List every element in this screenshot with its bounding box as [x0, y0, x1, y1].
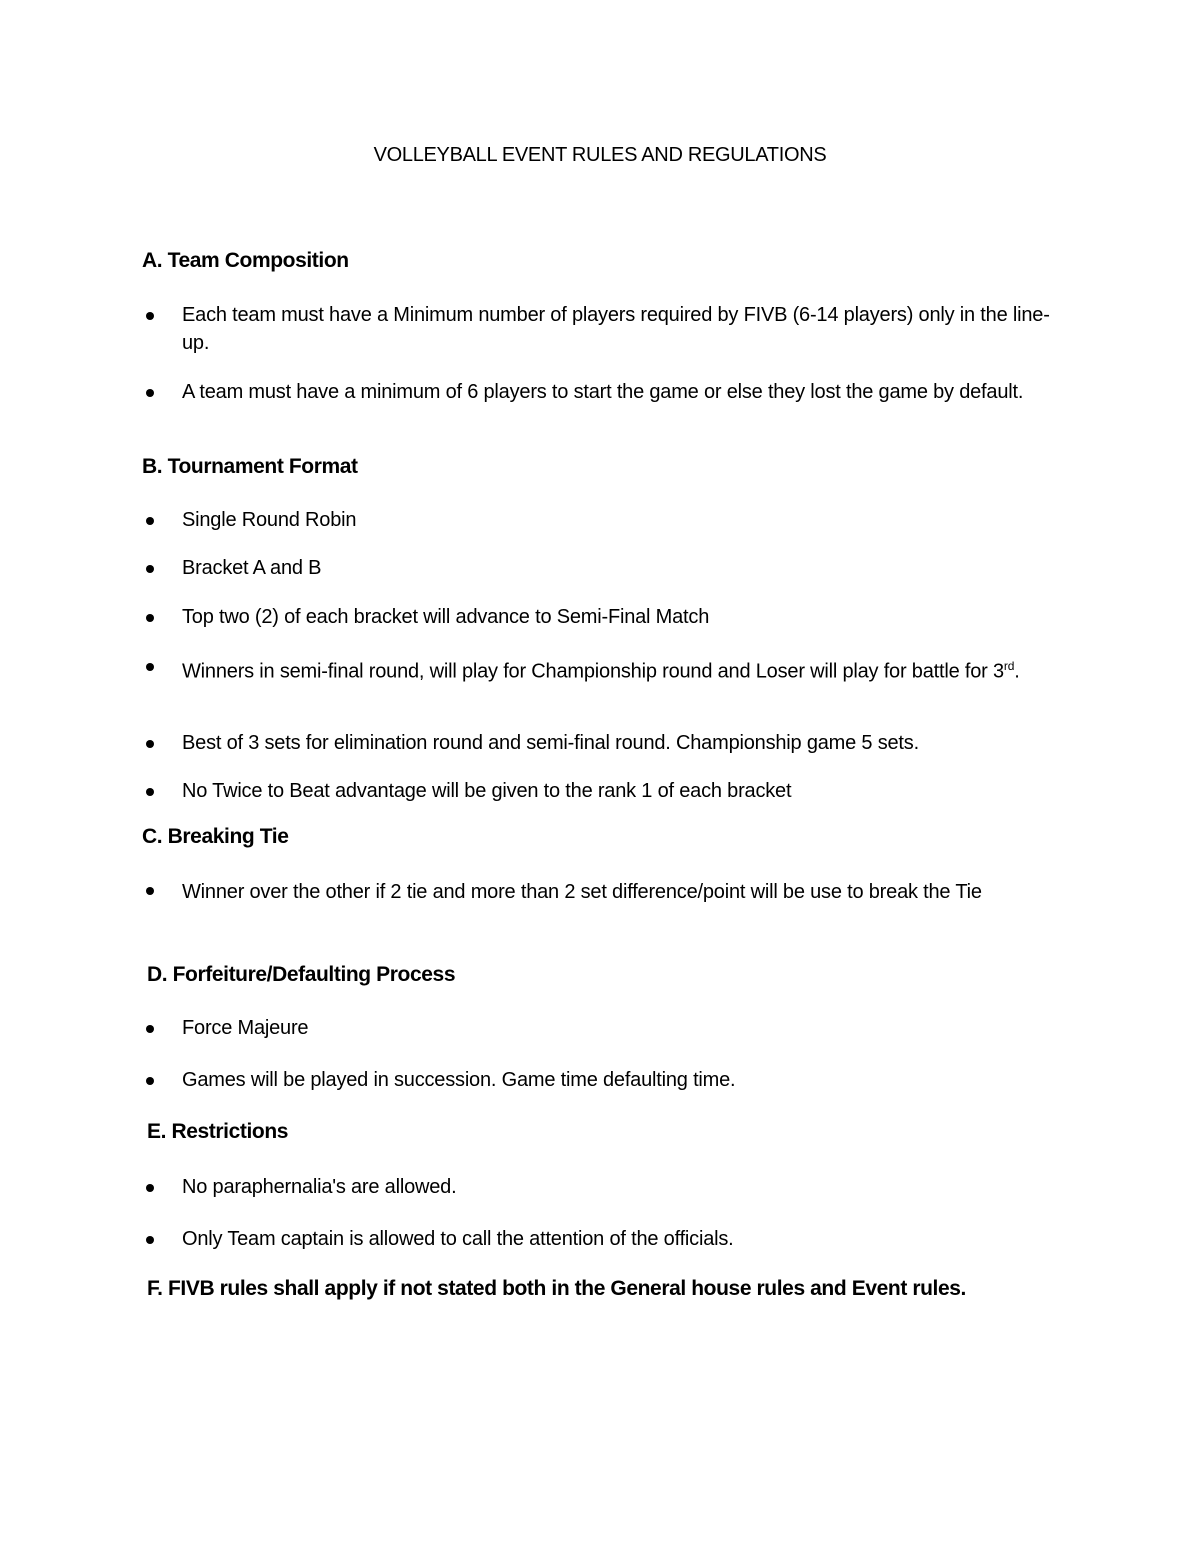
- list-item: Top two (2) of each bracket will advance to Semi-Final Match: [182, 606, 710, 628]
- list-item-text: Winners in semi-final round, will play for Championship round and Loser will play for battle for 3: [182, 660, 1004, 683]
- bullet-icon: [146, 312, 154, 320]
- bullet-icon: [146, 389, 154, 397]
- bullet-icon: [146, 517, 154, 525]
- section-heading-breaking-tie: C. Breaking Tie: [142, 825, 289, 848]
- bullet-icon: [146, 788, 154, 796]
- list-item: Games will be played in succession. Game time defaulting time.: [182, 1069, 736, 1091]
- list-item: Bracket A and B: [182, 557, 322, 579]
- bullet-icon: [146, 565, 154, 573]
- document-title: VOLLEYBALL EVENT RULES AND REGULATIONS: [373, 144, 827, 166]
- list-item: A team must have a minimum of 6 players to start the game or else they lost the game by default.: [182, 381, 1024, 403]
- list-item: Each team must have a Minimum number of players required by FIVB (6-14 players) only in the line-up.: [182, 304, 1050, 354]
- bullet-icon: [146, 663, 154, 671]
- section-heading-forfeiture: D. Forfeiture/Defaulting Process: [147, 963, 456, 986]
- ordinal-suffix: rd: [1003, 659, 1015, 673]
- list-item: Winner over the other if 2 tie and more than 2 set difference/point will be use to break the Tie: [182, 881, 982, 903]
- section-heading-tournament-format: B. Tournament Format: [142, 455, 358, 478]
- bullet-icon: [146, 887, 154, 895]
- bullet-icon: [146, 614, 154, 622]
- section-heading-team-composition: A. Team Composition: [142, 249, 349, 272]
- bullet-icon: [146, 1077, 154, 1085]
- bullet-icon: [146, 740, 154, 748]
- section-heading-restrictions: E. Restrictions: [147, 1120, 289, 1143]
- list-item: No Twice to Beat advantage will be given to the rank 1 of each bracket: [182, 780, 792, 802]
- list-item: [182, 652, 1072, 686]
- list-item: Force Majeure: [182, 1017, 309, 1039]
- bullet-icon: [146, 1025, 154, 1033]
- bullet-icon: [146, 1184, 154, 1192]
- list-item-tail: .: [1014, 660, 1020, 683]
- bullet-icon: [146, 1236, 154, 1244]
- final-note: F. FIVB rules shall apply if not stated both in the General house rules and Event rules.: [147, 1277, 966, 1300]
- list-item: Single Round Robin: [182, 509, 357, 531]
- list-item: Only Team captain is allowed to call the attention of the officials.: [182, 1228, 734, 1250]
- list-item: No paraphernalia's are allowed.: [182, 1176, 457, 1198]
- list-item: Best of 3 sets for elimination round and semi-final round. Championship game 5 sets.: [182, 732, 919, 754]
